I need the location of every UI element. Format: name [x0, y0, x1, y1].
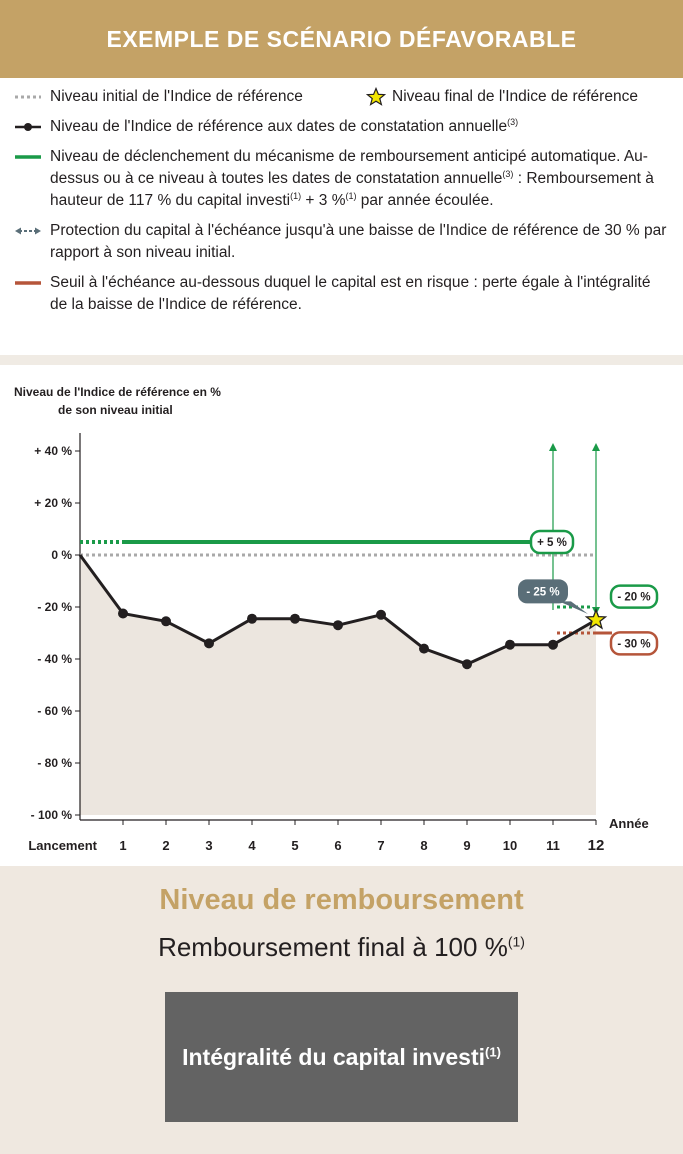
x-tick-label: 12 — [587, 837, 605, 854]
red-line-icon — [14, 272, 50, 294]
header-banner — [0, 0, 683, 78]
data-point — [204, 638, 214, 648]
x-axis-title: Année — [609, 816, 649, 831]
data-point — [462, 659, 472, 669]
repayment-heading: Niveau de remboursement — [159, 884, 524, 916]
page-title: EXEMPLE DE SCÉNARIO DÉFAVORABLE — [106, 25, 577, 52]
x-tick-label: 1 — [119, 838, 127, 853]
legend-label-threshold: Seuil à l'échéance au-dessous duquel le capital est en risque : perte égale à l'intégralité de la baisse de l'Indice de référence. — [50, 274, 651, 313]
y-tick-label: - 60 % — [37, 704, 72, 718]
legend-row-levels — [14, 86, 669, 108]
repayment-subtitle: Remboursement final à 100 %$^{(1)}$ — [158, 932, 525, 962]
x-tick-label: 6 — [334, 838, 342, 853]
legend-item-threshold — [14, 272, 669, 316]
x-tick-label: 9 — [463, 838, 471, 853]
data-point — [247, 614, 257, 624]
x-tick-label: 11 — [546, 838, 560, 853]
y-tick-label: 0 % — [51, 548, 72, 562]
line-dot-icon — [14, 116, 50, 138]
x-tick-label: 2 — [162, 838, 170, 853]
y-tick-label: + 40 % — [34, 444, 72, 458]
legend-item-initial — [14, 86, 366, 108]
trigger-badge-label: + 5 % — [537, 537, 567, 549]
y-tick-label: - 20 % — [37, 600, 72, 614]
y-axis-label-line2: de son niveau initial — [58, 403, 173, 417]
legend-item-annual — [14, 116, 669, 138]
legend-item-trigger — [14, 146, 669, 212]
threshold-badge-label: - 30 % — [617, 638, 651, 651]
data-point — [290, 614, 300, 624]
arrow-up-icon — [549, 443, 557, 451]
star-icon — [366, 86, 392, 108]
green-line-icon — [14, 146, 50, 168]
data-point — [505, 640, 515, 650]
y-tick-label: - 40 % — [37, 652, 72, 666]
legend-label-protection: Protection du capital à l'échéance jusqu'à une baisse de l'Indice de référence de 30 % par rapport à son niveau initial. — [50, 222, 667, 261]
capital-box — [165, 992, 518, 1122]
data-point — [376, 610, 386, 620]
capital-box-label: Intégralité du capital investi$^{(1)}$ — [182, 1043, 501, 1070]
final-badge-label: - 25 % — [526, 586, 560, 599]
y-axis-label: Niveau de l'Indice de référence en % — [14, 385, 221, 399]
legend-item-final — [366, 86, 638, 108]
data-point — [548, 640, 558, 650]
data-point — [118, 609, 128, 619]
legend-label-initial: Niveau initial de l'Indice de référence — [50, 88, 303, 105]
x-tick-label: 7 — [377, 838, 385, 853]
legend-label-trigger: Niveau de déclenchement du mécanisme de remboursement anticipé automatique. Au-dessus ou à ce niveau à toutes les dates de constatation annuelle$^{(3)}$ : Remboursement à hauteur de 117 % du capital investi$^{(1)}$ + 3 %$^{(1)}$ par année écoulée. — [50, 148, 654, 209]
repayment-panel — [0, 866, 683, 1154]
arrow-up-icon — [592, 443, 600, 451]
data-point — [161, 616, 171, 626]
data-point — [419, 644, 429, 654]
section-divider — [0, 355, 683, 365]
data-point — [333, 620, 343, 630]
dotted-line-icon — [14, 86, 50, 108]
x-tick-label: Lancement — [28, 838, 97, 853]
x-tick-label: 8 — [420, 838, 428, 853]
legend-item-protection — [14, 220, 669, 264]
line-chart — [0, 365, 683, 865]
protection-badge-label: - 20 % — [617, 591, 651, 604]
legend-label-final: Niveau final de l'Indice de référence — [392, 88, 638, 105]
y-tick-label: - 80 % — [37, 756, 72, 770]
double-arrow-icon — [14, 220, 50, 242]
x-tick-label: 3 — [205, 838, 213, 853]
x-tick-label: 10 — [502, 838, 518, 853]
y-tick-label: - 100 % — [30, 808, 72, 822]
x-tick-label: 5 — [291, 838, 299, 853]
legend-label-annual: Niveau de l'Indice de référence aux dates de constatation annuelle$^{(3)}$ — [50, 116, 519, 135]
chart-area — [0, 365, 683, 865]
y-tick-label: + 20 % — [34, 496, 72, 510]
legend — [14, 86, 669, 324]
x-tick-label: 4 — [248, 838, 256, 853]
